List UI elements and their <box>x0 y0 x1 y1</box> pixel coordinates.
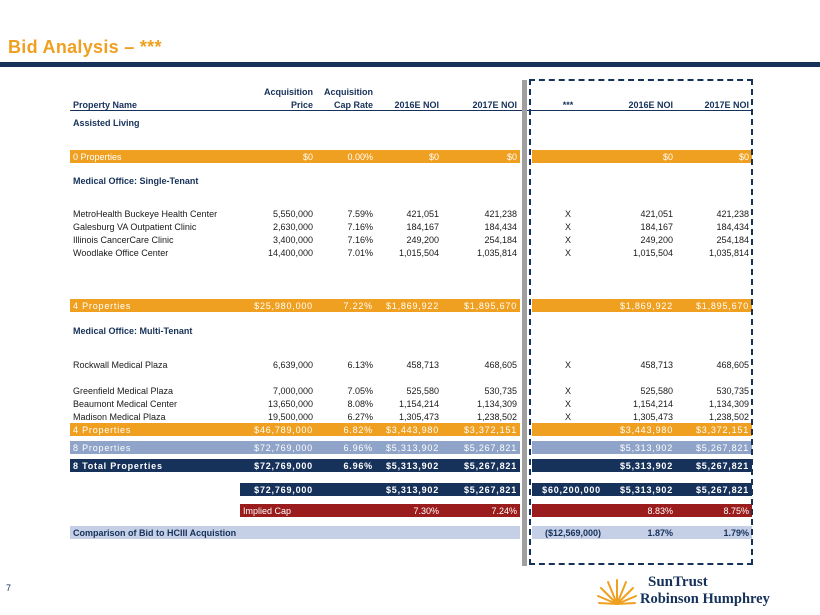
total-right-noi17: $5,267,821 <box>676 459 752 472</box>
cap-rate: 7.59% <box>347 208 373 219</box>
header-2017-noi: 2017E NOI <box>442 97 520 111</box>
section-label: Medical Office: Multi-Tenant <box>73 325 193 336</box>
noi-2016: 1,154,214 <box>398 398 439 409</box>
total-cap: 7.22% <box>316 299 376 312</box>
price: 14,400,000 <box>267 247 313 258</box>
suntrust-logo <box>596 574 796 610</box>
header-price: Price <box>240 97 316 111</box>
section-label: Medical Office: Single-Tenant <box>73 175 199 186</box>
total-right-noi17: $3,372,151 <box>676 423 752 436</box>
bid-analysis-table <box>70 84 752 539</box>
cap-rate: 7.16% <box>347 221 373 232</box>
cap-rate: 7.16% <box>347 234 373 245</box>
total-label: 4 Properties <box>70 299 240 312</box>
noi-2016: 458,713 <box>406 359 439 370</box>
total-label: 8 Properties <box>70 441 240 454</box>
total-noi17: $1,895,670 <box>442 299 520 312</box>
bid-price: $72,769,000 <box>240 483 316 496</box>
single-tenant-total-row <box>70 299 752 312</box>
included-mark: X <box>564 234 571 245</box>
total-noi16: $1,869,922 <box>376 299 442 312</box>
noi-2017: 1,134,309 <box>476 398 517 409</box>
logo-line-2: Robinson Humphrey <box>640 591 770 607</box>
noi-2017: 468,605 <box>484 359 517 370</box>
property-name: MetroHealth Buckeye Health Center <box>73 208 218 219</box>
total-right-noi16: $5,313,902 <box>604 441 676 454</box>
comparison-right-noi17: 1.79% <box>676 526 752 539</box>
sunburst-icon <box>596 574 638 608</box>
price: 13,650,000 <box>267 398 313 409</box>
included-mark: X <box>564 359 571 370</box>
property-name: Illinois CancerCare Clinic <box>73 234 174 245</box>
cap-rate: 8.08% <box>347 398 373 409</box>
logo-line-1: SunTrust <box>648 574 708 590</box>
included-mark: X <box>564 411 571 422</box>
total-right-noi16: $0 <box>604 150 676 163</box>
header-property-name: Property Name <box>70 97 240 111</box>
comparison-row <box>70 526 752 539</box>
right-noi-2016: 249,200 <box>640 234 673 245</box>
total-price: $72,769,000 <box>240 459 316 472</box>
implied-cap-row <box>70 504 752 517</box>
total-cap: 0.00% <box>316 150 376 163</box>
bid-right-noi17: $5,267,821 <box>676 483 752 496</box>
property-name: Madison Medical Plaza <box>73 411 166 422</box>
total-noi16: $3,443,980 <box>376 423 442 436</box>
total-price: $72,769,000 <box>240 441 316 454</box>
implied-cap-right-noi17: 8.75% <box>676 504 752 517</box>
right-noi-2017: 421,238 <box>716 208 749 219</box>
right-noi-2016: 525,580 <box>640 385 673 396</box>
bid-amount: $60,200,000 <box>532 483 604 496</box>
total-noi17: $5,267,821 <box>442 441 520 454</box>
header-acq-cap-top: Acquisition <box>324 87 373 97</box>
page-number: 7 <box>6 583 12 593</box>
comparison-label: Comparison of Bid to HCIII Acquistion <box>70 526 520 539</box>
page-title: Bid Analysis – *** <box>8 37 162 57</box>
noi-2016: 184,167 <box>406 221 439 232</box>
right-noi-2017: 1,035,814 <box>708 247 749 258</box>
assisted-total-row <box>70 150 752 163</box>
property-name: Greenfield Medical Plaza <box>73 385 174 396</box>
right-noi-2016: 1,015,504 <box>632 247 673 258</box>
price: 19,500,000 <box>267 411 313 422</box>
multi-tenant-total-row <box>70 423 752 436</box>
noi-2017: 254,184 <box>484 234 517 245</box>
total-noi17: $3,372,151 <box>442 423 520 436</box>
cap-rate: 6.13% <box>347 359 373 370</box>
included-mark: X <box>564 247 571 258</box>
header-stars: *** <box>532 97 604 111</box>
header-acq-price-top: Acquisition <box>264 87 313 97</box>
section-single-tenant <box>70 174 752 187</box>
noi-2016: 525,580 <box>406 385 439 396</box>
total-price: $0 <box>240 150 316 163</box>
table-row <box>70 397 752 410</box>
cap-rate: 6.27% <box>347 411 373 422</box>
header-right-2017-noi: 2017E NOI <box>676 97 752 111</box>
section-label: Assisted Living <box>73 117 140 128</box>
included-mark: X <box>564 385 571 396</box>
price: 6,639,000 <box>272 359 313 370</box>
header-right-2016-noi: 2016E NOI <box>604 97 676 111</box>
title-rule <box>0 62 820 67</box>
noi-2017: 1,035,814 <box>476 247 517 258</box>
total-right-noi17: $5,267,821 <box>676 441 752 454</box>
column-divider <box>522 80 527 566</box>
section-assisted-living <box>70 116 752 129</box>
table-row <box>70 410 752 423</box>
right-noi-2017: 1,134,309 <box>708 398 749 409</box>
comparison-right-noi16: 1.87% <box>604 526 676 539</box>
price: 7,000,000 <box>272 385 313 396</box>
total-cap: 6.96% <box>316 441 376 454</box>
table-row <box>70 207 752 220</box>
noi-2016: 1,305,473 <box>398 411 439 422</box>
included-mark: X <box>564 398 571 409</box>
table-row <box>70 220 752 233</box>
noi-2017: 530,735 <box>484 385 517 396</box>
total-noi17: $5,267,821 <box>442 459 520 472</box>
right-noi-2017: 1,238,502 <box>708 411 749 422</box>
implied-cap-noi16: 7.30% <box>376 504 442 517</box>
table-row <box>70 246 752 259</box>
bid-noi17: $5,267,821 <box>442 483 520 496</box>
right-noi-2016: 458,713 <box>640 359 673 370</box>
total-noi16: $5,313,902 <box>376 459 442 472</box>
bid-noi16: $5,313,902 <box>376 483 442 496</box>
total-noi16: $5,313,902 <box>376 441 442 454</box>
noi-2017: 1,238,502 <box>476 411 517 422</box>
right-noi-2017: 254,184 <box>716 234 749 245</box>
total-price: $25,980,000 <box>240 299 316 312</box>
total-noi17: $0 <box>442 150 520 163</box>
implied-cap-noi17: 7.24% <box>442 504 520 517</box>
included-mark: X <box>564 208 571 219</box>
total-noi16: $0 <box>376 150 442 163</box>
total-label: 0 Properties <box>70 150 240 163</box>
cap-rate: 7.01% <box>347 247 373 258</box>
total-label: 8 Total Properties <box>70 459 240 472</box>
property-name: Beaumont Medical Center <box>73 398 178 409</box>
implied-cap-right-noi16: 8.83% <box>604 504 676 517</box>
section-multi-tenant <box>70 324 752 337</box>
header-row-top <box>70 84 752 97</box>
comparison-diff: ($12,569,000) <box>532 526 604 539</box>
total-label: 4 Properties <box>70 423 240 436</box>
header-2016-noi: 2016E NOI <box>376 97 442 111</box>
right-noi-2016: 1,305,473 <box>632 411 673 422</box>
table-row <box>70 358 752 371</box>
right-noi-2016: 1,154,214 <box>632 398 673 409</box>
total-right-noi16: $3,443,980 <box>604 423 676 436</box>
price: 3,400,000 <box>272 234 313 245</box>
price: 5,550,000 <box>272 208 313 219</box>
property-name: Galesburg VA Outpatient Clinic <box>73 221 197 232</box>
property-name: Woodlake Office Center <box>73 247 169 258</box>
total-right-noi17: $0 <box>676 150 752 163</box>
property-name: Rockwall Medical Plaza <box>73 359 168 370</box>
total-cap: 6.82% <box>316 423 376 436</box>
right-noi-2016: 184,167 <box>640 221 673 232</box>
cap-rate: 7.05% <box>347 385 373 396</box>
table-row <box>70 233 752 246</box>
noi-2016: 249,200 <box>406 234 439 245</box>
total-cap: 6.96% <box>316 459 376 472</box>
right-noi-2017: 530,735 <box>716 385 749 396</box>
total-right-noi17: $1,895,670 <box>676 299 752 312</box>
implied-cap-label: Implied Cap <box>240 504 376 517</box>
total-right-noi16: $5,313,902 <box>604 459 676 472</box>
table-row <box>70 384 752 397</box>
grand-total-row <box>70 459 752 472</box>
noi-2016: 1,015,504 <box>398 247 439 258</box>
total-price: $46,789,000 <box>240 423 316 436</box>
right-noi-2016: 421,051 <box>640 208 673 219</box>
header-cap-rate: Cap Rate <box>316 97 376 111</box>
noi-2017: 184,434 <box>484 221 517 232</box>
header-row <box>70 97 752 111</box>
noi-2016: 421,051 <box>406 208 439 219</box>
price: 2,630,000 <box>272 221 313 232</box>
bid-right-noi16: $5,313,902 <box>604 483 676 496</box>
bid-row <box>70 483 752 496</box>
right-noi-2017: 184,434 <box>716 221 749 232</box>
included-mark: X <box>564 221 571 232</box>
noi-2017: 421,238 <box>484 208 517 219</box>
subtotal-row <box>70 441 752 454</box>
total-right-noi16: $1,869,922 <box>604 299 676 312</box>
right-noi-2017: 468,605 <box>716 359 749 370</box>
